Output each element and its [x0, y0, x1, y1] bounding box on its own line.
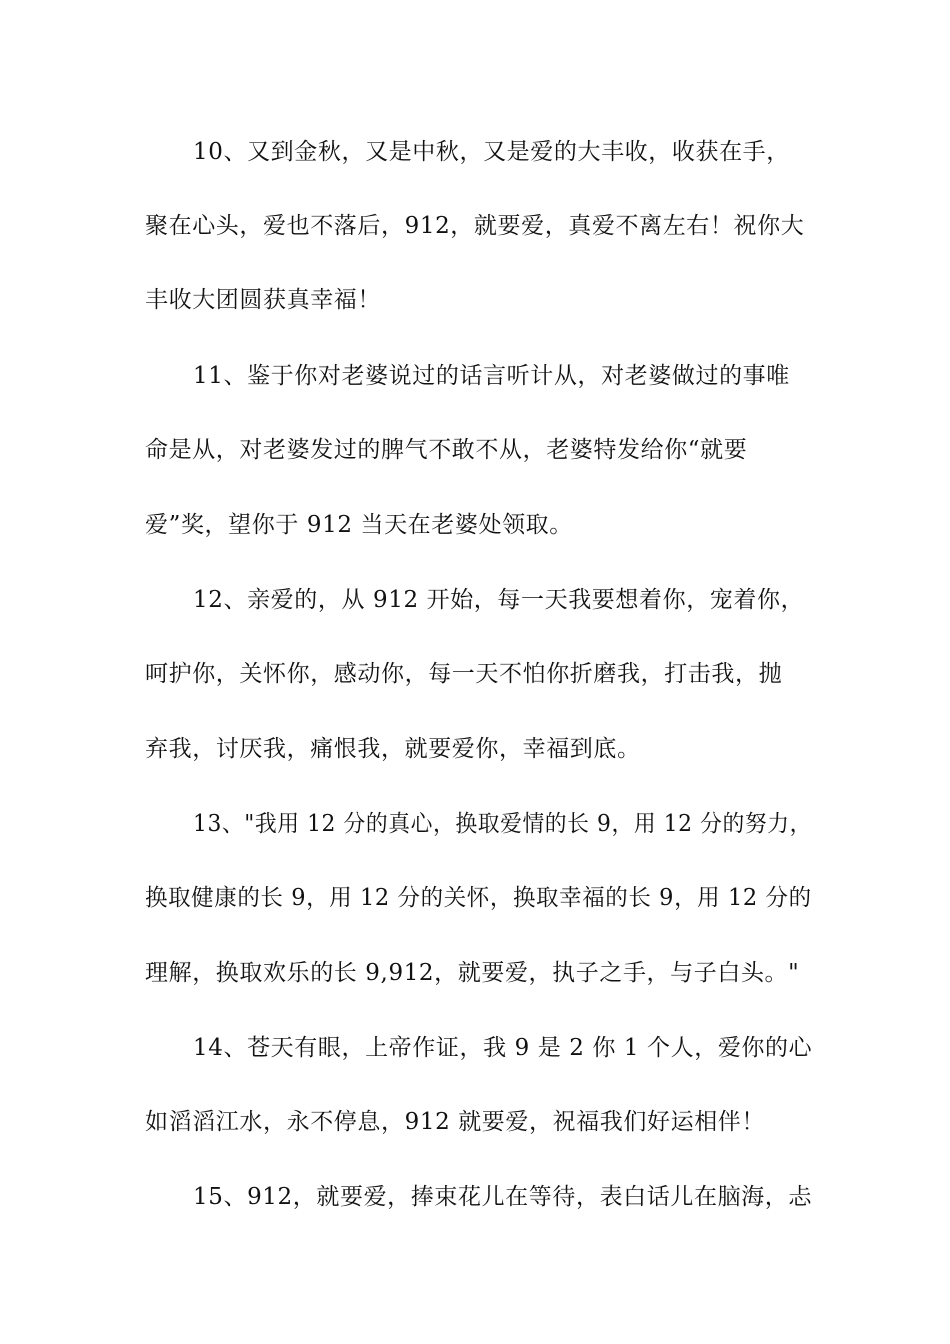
- text-line: 换取健康的长 9，用 12 分的关怀，换取幸福的长 9，用 12 分的: [145, 885, 812, 911]
- text-line: 14、苍天有眼，上帝作证，我 9 是 2 你 1 个人，爱你的心: [193, 1035, 813, 1061]
- text-line: 弃我，讨厌我，痛恨我，就要爱你，幸福到底。: [145, 736, 641, 762]
- text-line: 10、又到金秋，又是中秋，又是爱的大丰收，收获在手，: [193, 139, 790, 165]
- text-line: 命是从，对老婆发过的脾气不敢不从，老婆特发给你“就要: [145, 437, 748, 463]
- text-line: 12、亲爱的，从 912 开始，每一天我要想着你，宠着你，: [193, 587, 805, 613]
- text-line: 丰收大团圆获真幸福！: [145, 287, 381, 313]
- text-line: 如滔滔江水，永不停息，912 就要爱，祝福我们好运相伴！: [145, 1109, 766, 1135]
- text-line: 理解，换取欢乐的长 9,912，就要爱，执子之手，与子白头。": [145, 960, 800, 986]
- text-line: 15、912，就要爱，捧束花儿在等待，表白话儿在脑海，忐: [193, 1184, 812, 1210]
- text-line: 聚在心头，爱也不落后，912，就要爱，真爱不离左右！祝你大: [145, 213, 805, 239]
- text-line: 13、"我用 12 分的真心，换取爱情的长 9，用 12 分的努力，: [193, 811, 812, 837]
- text-line: 爱”奖，望你于 912 当天在老婆处领取。: [145, 512, 573, 538]
- text-line: 呵护你，关怀你，感动你，每一天不怕你折磨我，打击我，抛: [145, 661, 783, 687]
- text-line: 11、鉴于你对老婆说过的话言听计从，对老婆做过的事唯: [193, 363, 790, 389]
